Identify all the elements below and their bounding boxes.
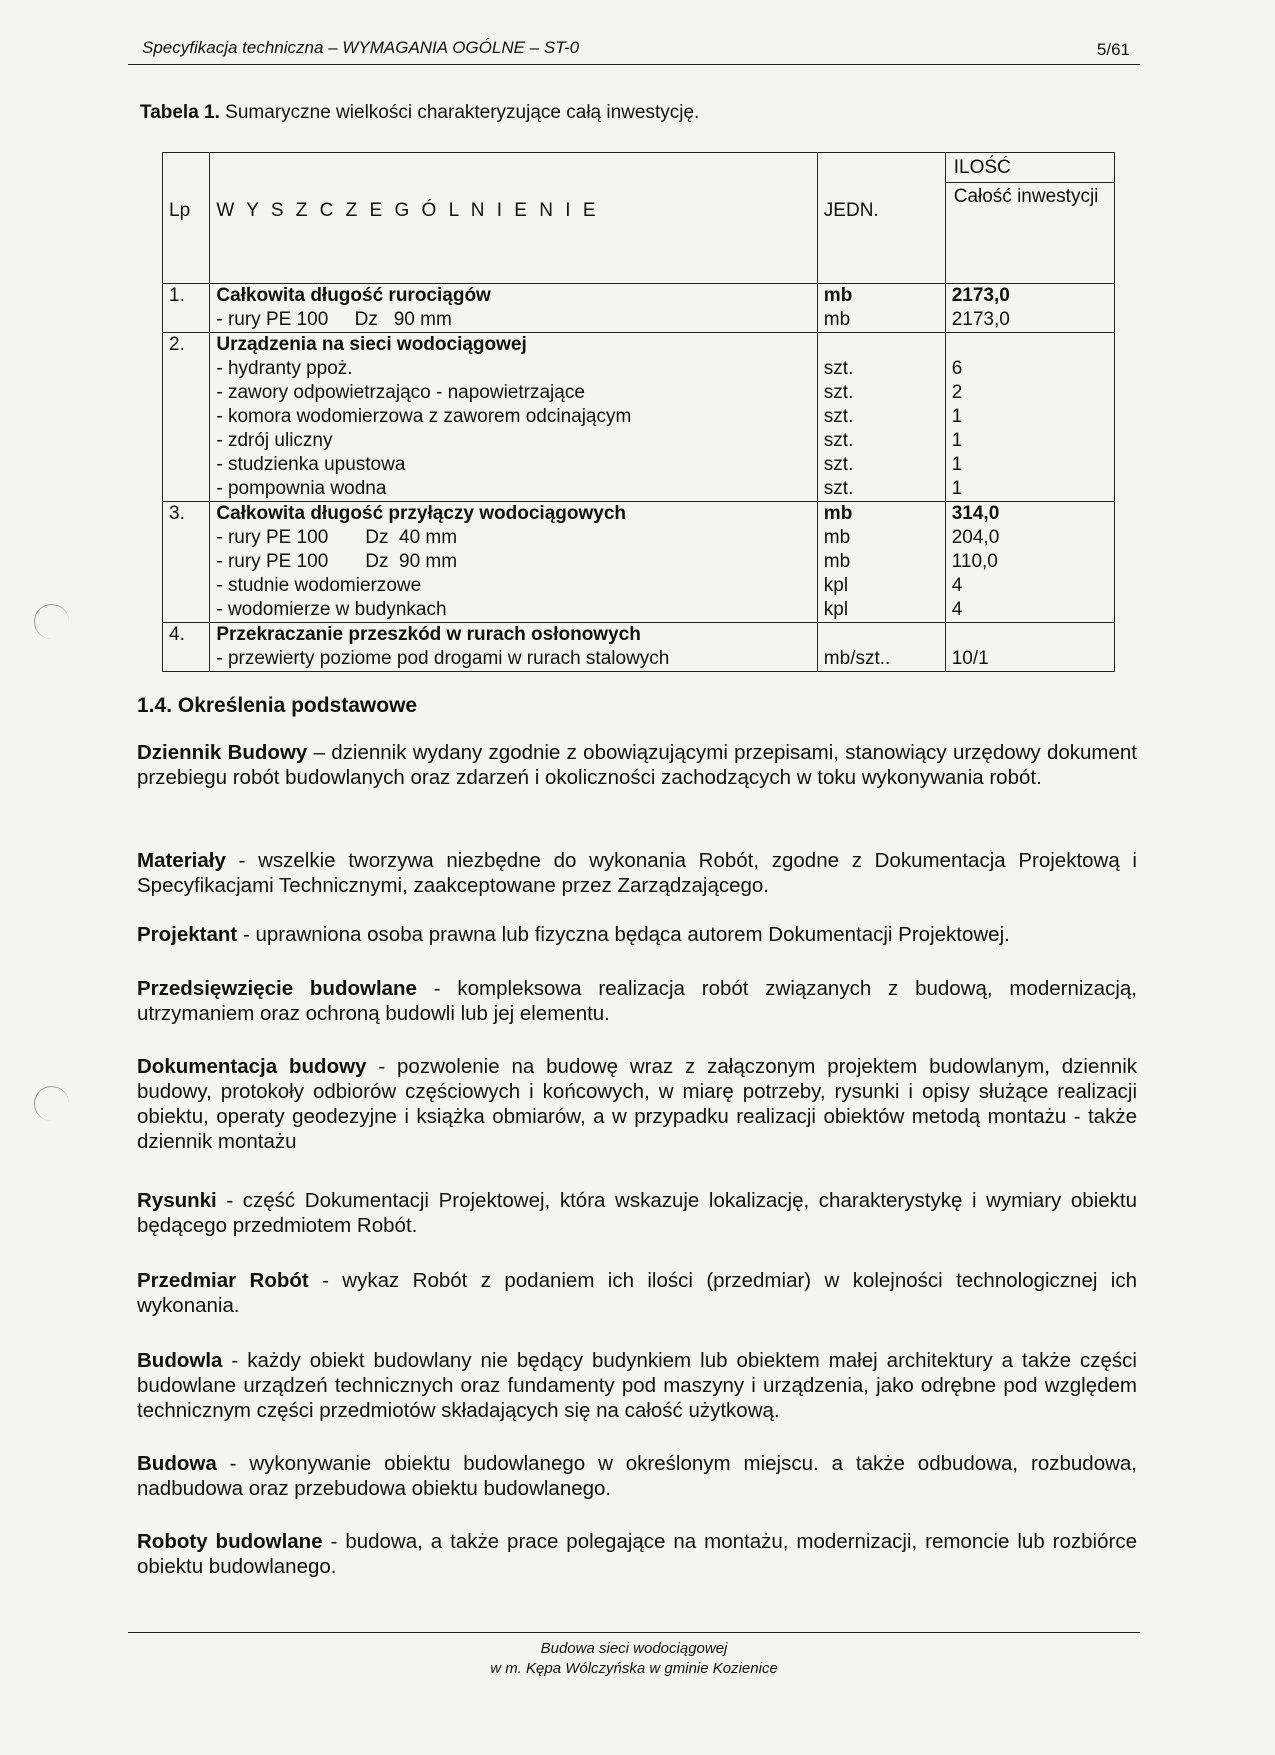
item-quantity: 4	[951, 575, 963, 596]
item-quantity	[952, 333, 1108, 357]
definition-text: - część Dokumentacji Projektowej, która wskazuje lokalizację, charakterystykę i wymiary obiektu będącego przedmiotem Robót.	[137, 1189, 1137, 1237]
row-number: 1.	[169, 285, 185, 306]
item-unit: mb/szt..	[823, 648, 891, 669]
item-unit	[824, 333, 939, 357]
item-unit: mb	[823, 309, 851, 330]
item-name: - rury PE 100 Dz 40 mm	[216, 527, 458, 548]
item-unit: kpl	[823, 599, 849, 620]
item-name: - zdrój uliczny	[216, 430, 333, 451]
item-unit: mb	[823, 551, 851, 572]
item-unit: szt.	[823, 382, 854, 403]
item-name: - komora wodomierzowa z zaworem odcinającym	[216, 406, 632, 427]
header-ilosc-label: ILOŚĆ	[946, 153, 1114, 183]
cell-unit	[817, 623, 945, 672]
punch-hole-mark	[34, 1086, 69, 1121]
definition-paragraph	[137, 848, 1137, 898]
table-group-row	[163, 623, 1115, 672]
cell-quantity	[945, 502, 1114, 623]
definition-text: - każdy obiekt budowlany nie będący budynkiem lub obiektem małej architektury a także części budowlane urządzeń technicznych oraz fundamenty pod maszyny i urządzenia, jako odrębne pod względem technicznym części przedmiotów składających się na całość użytkową.	[137, 1349, 1137, 1422]
definition-paragraph	[137, 922, 1137, 947]
definition-text: - pozwolenie na budowę wraz z załączonym projektem budowlanym, dziennik budowy, protokoły odbiorów częściowych i końcowych, w miarę potrzeby, rysunki i opisy służące realizacji obiektu, operaty geodezyjne i książka obmiarów, a w przypadku realizacji obiektów metodą montażu - także dziennik montażu	[137, 1055, 1137, 1153]
table-group-row	[163, 284, 1115, 333]
definition-text: - wykaz Robót z podaniem ich ilości (przedmiar) w kolejności technologicznej ich wykonania.	[137, 1269, 1137, 1317]
item-name: - zawory odpowietrzająco - napowietrzające	[216, 382, 585, 403]
definition-text: - wszelkie tworzywa niezbędne do wykonania Robót, zgodne z Dokumentacja Projektową i Specyfikacjami Technicznymi, zaakceptowane przez Zarządzającego.	[137, 849, 1137, 897]
item-quantity: 10/1	[951, 648, 989, 669]
item-quantity: 110,0	[951, 551, 998, 572]
cell-unit	[817, 284, 945, 333]
item-quantity: 2173,0	[951, 309, 1010, 330]
item-unit: szt.	[823, 454, 854, 475]
item-unit: kpl	[823, 575, 849, 596]
item-quantity: 314,0	[951, 503, 1000, 524]
definition-text: - kompleksowa realizacja robót związanych z budową, modernizacją, utrzymaniem oraz ochroną budowli lub jej elementu.	[137, 977, 1137, 1025]
item-unit: mb	[823, 285, 853, 306]
cell-unit	[817, 333, 945, 502]
cell-description	[210, 623, 817, 672]
header-ilosc	[945, 153, 1114, 284]
row-number: 2.	[169, 334, 185, 355]
table-group-row	[163, 502, 1115, 623]
definition-term: Przedsięwzięcie budowlane	[137, 977, 417, 1000]
item-quantity: 1	[951, 454, 963, 475]
footer-line-1: Budowa sieci wodociągowej	[540, 1640, 728, 1657]
cell-description	[210, 284, 817, 333]
item-quantity	[952, 623, 1108, 647]
table-header-row	[163, 153, 1115, 284]
header-calosc-label: Całość inwestycji	[953, 186, 1099, 207]
item-unit: szt.	[823, 358, 854, 379]
header-title: Specyfikacja techniczna – WYMAGANIA OGÓLNE – ST-0	[142, 38, 580, 57]
definition-term: Przedmiar Robót	[137, 1269, 309, 1292]
definition-term: Budowa	[137, 1452, 217, 1475]
item-name: - studnie wodomierzowe	[216, 575, 422, 596]
page-header	[128, 34, 1140, 65]
cell-lp	[163, 623, 210, 672]
summary-table	[162, 152, 1115, 672]
cell-unit	[817, 502, 945, 623]
cell-description	[210, 502, 817, 623]
item-name: Całkowita długość przyłączy wodociągowych	[216, 503, 626, 524]
item-name: - pompownia wodna	[216, 478, 387, 499]
definition-paragraph	[137, 1348, 1137, 1423]
definition-term: Budowla	[137, 1349, 223, 1372]
item-unit: szt.	[823, 478, 854, 499]
item-quantity: 6	[951, 358, 963, 379]
page-number: 5/61	[1096, 40, 1130, 59]
table-caption-text: Sumaryczne wielkości charakteryzujące całą inwestycję.	[219, 102, 700, 123]
definition-text: - wykonywanie obiektu budowlanego w określonym miejscu. a także odbudowa, rozbudowa, nadbudowa oraz przebudowa obiektu budowlanego.	[137, 1452, 1137, 1500]
definition-text: - uprawniona osoba prawna lub fizyczna będąca autorem Dokumentacji Projektowej.	[237, 923, 1010, 946]
item-quantity: 204,0	[951, 527, 1000, 548]
table-group-row	[163, 333, 1115, 502]
item-name: - rury PE 100 Dz 90 mm	[216, 309, 452, 330]
cell-lp	[163, 333, 210, 502]
definition-paragraph	[137, 1268, 1137, 1318]
definition-text: – dziennik wydany zgodnie z obowiązującymi przepisami, stanowiący urzędowy dokument przebiegu robót budowlanych oraz zdarzeń i okoliczności zachodzących w toku wykonywania robót.	[137, 741, 1137, 789]
row-number: 3.	[169, 503, 185, 524]
item-name: - przewierty poziome pod drogami w rurach stalowych	[216, 648, 670, 669]
table-caption-label: Tabela 1.	[140, 102, 220, 123]
item-name: Całkowita długość rurociągów	[216, 285, 491, 306]
definition-term: Rysunki	[137, 1189, 217, 1212]
item-unit: szt.	[823, 430, 854, 451]
item-name: - wodomierze w budynkach	[216, 599, 447, 620]
item-name: Urządzenia na sieci wodociągowej	[216, 334, 527, 355]
definition-term: Roboty budowlane	[137, 1530, 323, 1553]
definition-paragraph	[137, 1188, 1137, 1238]
page-footer	[128, 1632, 1140, 1679]
item-unit: szt.	[823, 406, 854, 427]
header-jedn: JEDN.	[817, 153, 945, 284]
item-quantity: 4	[951, 599, 963, 620]
table-caption	[140, 102, 699, 124]
cell-quantity	[945, 623, 1114, 672]
cell-description	[210, 333, 817, 502]
item-quantity: 1	[951, 406, 963, 427]
item-unit: mb	[823, 527, 851, 548]
definition-paragraph	[137, 740, 1137, 790]
punch-hole-mark	[34, 604, 69, 639]
header-lp: Lp	[163, 153, 210, 284]
item-name: - studzienka upustowa	[216, 454, 406, 475]
definition-term: Materiały	[137, 849, 226, 872]
item-name: Przekraczanie przeszkód w rurach osłonowych	[216, 624, 641, 645]
definition-term: Projektant	[137, 923, 238, 946]
row-number: 4.	[169, 624, 185, 645]
cell-lp	[163, 502, 210, 623]
footer-line-2: w m. Kępa Wólczyńska w gminie Kozienice	[490, 1660, 778, 1677]
section-title: 1.4. Określenia podstawowe	[137, 694, 418, 717]
item-quantity: 1	[951, 478, 963, 499]
item-unit	[824, 623, 939, 647]
definition-paragraph	[137, 1451, 1137, 1501]
cell-quantity	[945, 333, 1114, 502]
item-name: - hydranty ppoż.	[216, 358, 353, 379]
definition-paragraph	[137, 1529, 1137, 1579]
definition-text: - budowa, a także prace polegające na montażu, modernizacji, remoncie lub rozbiórce obiektu budowlanego.	[137, 1530, 1137, 1578]
item-quantity: 2	[951, 382, 963, 403]
item-name: - rury PE 100 Dz 90 mm	[216, 551, 458, 572]
definition-paragraph	[137, 976, 1137, 1026]
header-wyszczegolnienie: W Y S Z C Z E G Ó L N I E N I E	[210, 153, 817, 284]
cell-lp	[163, 284, 210, 333]
definition-term: Dokumentacja budowy	[137, 1055, 367, 1078]
item-unit: mb	[823, 503, 853, 524]
definition-term: Dziennik Budowy	[137, 741, 308, 764]
item-quantity: 2173,0	[951, 285, 1010, 306]
cell-quantity	[945, 284, 1114, 333]
definition-paragraph	[137, 1054, 1137, 1154]
item-quantity: 1	[951, 430, 963, 451]
